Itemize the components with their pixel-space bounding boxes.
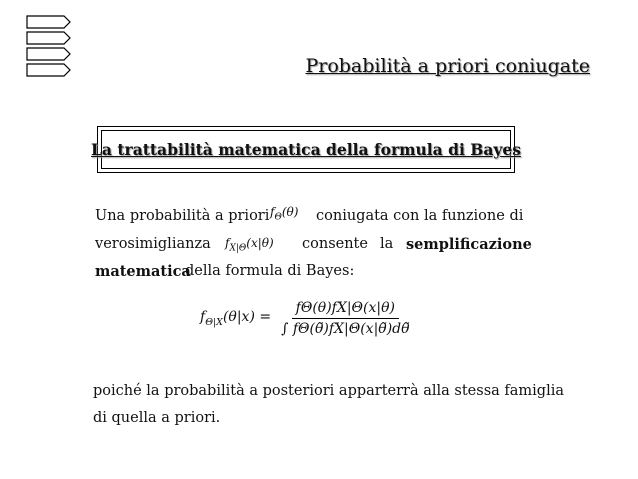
para1-line2-d: semplificazione	[406, 236, 532, 253]
formula-fraction	[277, 300, 413, 337]
para1-line2-a: verosimiglianza	[95, 236, 211, 252]
prior-arg: (θ)	[281, 205, 299, 219]
formula-denominator: ∫ fΘ(θ̃)fX|Θ(x|θ̃)dθ̃	[281, 321, 410, 337]
para2-line2: di quella a priori.	[93, 410, 221, 426]
para1-line2-c: la	[380, 236, 394, 252]
decorative-arrow-stack-icon	[26, 15, 72, 77]
likelihood-sub: X|Θ	[229, 243, 247, 254]
para2-line1: poiché la probabilità a posteriori apparterrà alla stessa famiglia	[93, 383, 564, 399]
likelihood-math	[225, 236, 274, 253]
lhs-f: f	[200, 309, 206, 326]
lhs-sub: Θ|X	[205, 316, 223, 328]
prior-density-math	[270, 205, 298, 222]
subtitle-box	[91, 126, 521, 173]
subtitle: La trattabilità matematica della formula di Bayes	[91, 140, 521, 159]
prior-sub: Θ	[274, 212, 282, 223]
lhs-arg: (θ|x) =	[222, 309, 272, 326]
page-title: Probabilità a priori coniugate	[305, 55, 590, 77]
para1-line3-b: della formula di Bayes:	[185, 263, 355, 279]
likelihood-arg: (x|θ)	[246, 236, 274, 250]
para1-line1-a: Una probabilità a priori	[95, 208, 270, 224]
para1-line2-b: consente	[302, 236, 368, 252]
likelihood-f: f	[225, 236, 230, 250]
para1-line1-b: coniugata con la funzione di	[316, 208, 524, 224]
bayes-formula	[200, 300, 414, 337]
formula-lhs	[200, 309, 271, 328]
prior-f: f	[270, 205, 275, 219]
para1-line3-a: matematica	[95, 263, 191, 280]
subtitle-box-inner	[91, 130, 521, 169]
formula-numerator: fΘ(θ)fX|Θ(x|θ)	[292, 300, 399, 319]
